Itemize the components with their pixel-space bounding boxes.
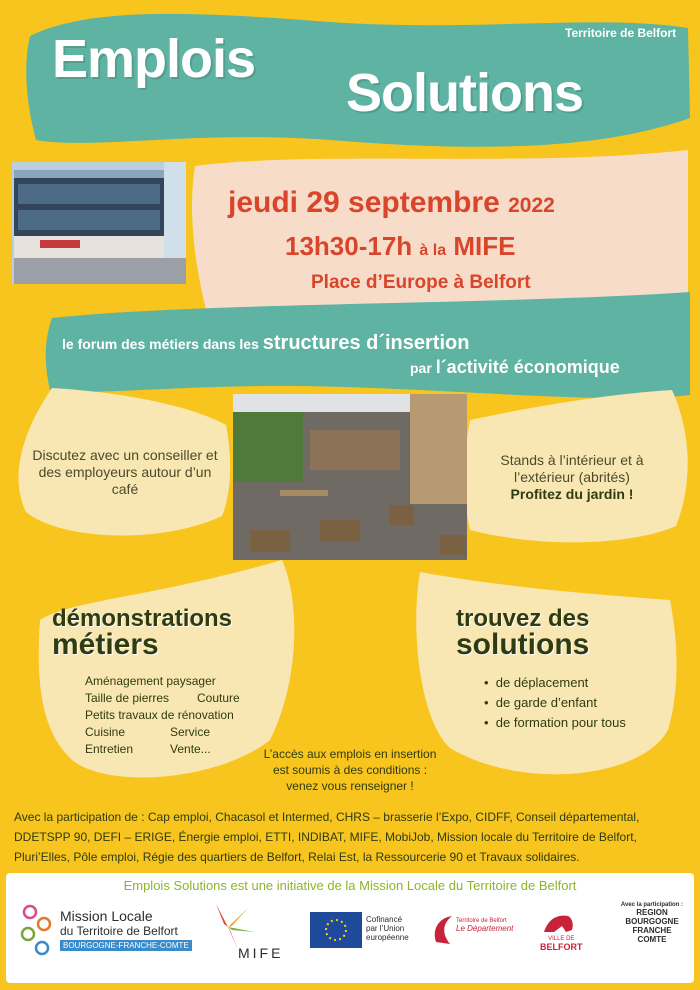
eu-flag-icon — [310, 912, 362, 948]
bullet-icon: • — [484, 695, 496, 710]
right-bubble-text — [492, 452, 652, 503]
title-emplois: Emplois — [52, 29, 256, 89]
mife-label: MIFE — [238, 945, 284, 961]
region-intro: Avec la participation : — [620, 902, 684, 908]
departement-line1: Territoire de Belfort — [456, 918, 507, 924]
building-photo — [12, 162, 186, 284]
mission-locale-line2: du Territoire de Belfort — [60, 924, 178, 938]
right-bubble-body: Stands à l’intérieur et à l’extérieur (abrités) — [500, 452, 644, 485]
participation-text: Avec la participation de : Cap emploi, Chacasol et Intermed, CHRS – brasserie l’Expo, CIDFF, Conseil départemental, DDETSPP 90, DEFI – ERIGE, Énergie emploi, ETTI, INDIBAT, MIFE, MobiJob, Mission locale du Territoire de Belfort, Pluri’Elles, Pôle emploi, Régie des quartiers de Belfort, Relai Est, la Ressourcerie 90 et Travaux solidaires. — [14, 810, 640, 864]
solution-item — [484, 715, 626, 730]
departement-line2: Le Département — [456, 924, 514, 933]
demo-item: Taille de pierres — [85, 691, 170, 705]
garden-photo — [233, 394, 467, 560]
solutions-title-line1: trouvez des — [456, 605, 590, 632]
demo-item: Entretien — [85, 742, 134, 756]
event-venue: MIFE — [453, 231, 516, 261]
region-logo — [610, 902, 694, 944]
solution-item-text: de garde d’enfant — [495, 695, 597, 710]
eu-line3: européenne — [366, 933, 409, 942]
solutions-bubble — [416, 572, 676, 774]
event-address: Place d’Europe à Belfort — [311, 272, 531, 293]
demo-item: Cuisine — [85, 725, 126, 739]
demo-title — [52, 605, 233, 661]
demo-item: Couture — [197, 691, 240, 705]
forum-line2-prefix: par — [410, 360, 432, 376]
event-date — [228, 186, 555, 220]
region-line1: REGION — [636, 908, 668, 917]
demo-title-line2: métiers — [52, 628, 159, 661]
left-bubble-text: Discutez avec un conseiller et des employeurs autour d’un café — [32, 447, 218, 497]
ville-belfort-logo — [540, 936, 583, 952]
region-line2: BOURGOGNE — [625, 917, 679, 926]
access-line2: est soumis à des conditions : — [272, 763, 428, 777]
solution-item-text: de formation pour tous — [495, 715, 626, 730]
departement-logo-icon — [432, 912, 456, 948]
right-bubble-emphasis: Profitez du jardin ! — [510, 486, 634, 502]
mission-locale-line1: Mission Locale — [60, 908, 153, 924]
forum-line2-emphasis: l´activité économique — [435, 357, 620, 377]
solution-item-text: de déplacement — [495, 675, 589, 690]
territoire-label: Territoire de Belfort — [565, 26, 677, 40]
ville-line1: VILLE DE — [548, 936, 575, 942]
demo-bubble — [39, 560, 295, 777]
title-solutions: Solutions — [346, 63, 583, 123]
forum-line1 — [62, 332, 469, 355]
ville-line2: BELFORT — [540, 942, 583, 952]
region-line4: COMTE — [637, 935, 667, 944]
forum-line1-emphasis: structures d´insertion — [262, 332, 470, 354]
access-line3: venez vous renseigner ! — [286, 779, 414, 793]
demo-item: Service — [170, 725, 211, 739]
bullet-icon: • — [484, 715, 496, 730]
solutions-title — [456, 605, 590, 661]
solutions-title-line2: solutions — [456, 628, 590, 661]
departement-logo — [456, 918, 513, 933]
eu-text — [366, 915, 409, 942]
solution-item — [484, 675, 588, 690]
event-time-text: 13h30-17h — [285, 231, 413, 261]
eu-line2: par l’Union — [366, 924, 405, 933]
belfort-lion-icon — [542, 910, 576, 936]
event-date-text: jeudi 29 septembre — [228, 186, 500, 219]
forum-line1-prefix: le forum des métiers dans les — [62, 336, 259, 352]
access-note — [240, 746, 460, 794]
mission-locale-line3: BOURGOGNE-FRANCHE-COMTE — [60, 940, 192, 951]
forum-line2 — [410, 357, 620, 378]
demo-item: Vente... — [170, 742, 211, 756]
access-line1: L’accès aux emplois en insertion — [263, 747, 437, 761]
solution-item — [484, 695, 597, 710]
mission-locale-logo-icon — [18, 902, 58, 962]
footer-initiative: Emplois Solutions est une initiative de la Mission Locale du Territoire de Belfort — [123, 878, 577, 893]
demo-title-line1: démonstrations — [52, 605, 233, 632]
event-year: 2022 — [508, 194, 555, 217]
bullet-icon: • — [484, 675, 496, 690]
event-time-connector: à la — [419, 242, 447, 259]
demo-item: Petits travaux de rénovation — [85, 708, 234, 722]
event-time — [285, 231, 515, 262]
eu-line1: Cofinancé — [366, 915, 403, 924]
mission-locale-logo — [60, 908, 192, 951]
demo-item: Aménagement paysager — [85, 674, 216, 688]
region-line3: FRANCHE — [632, 926, 672, 935]
